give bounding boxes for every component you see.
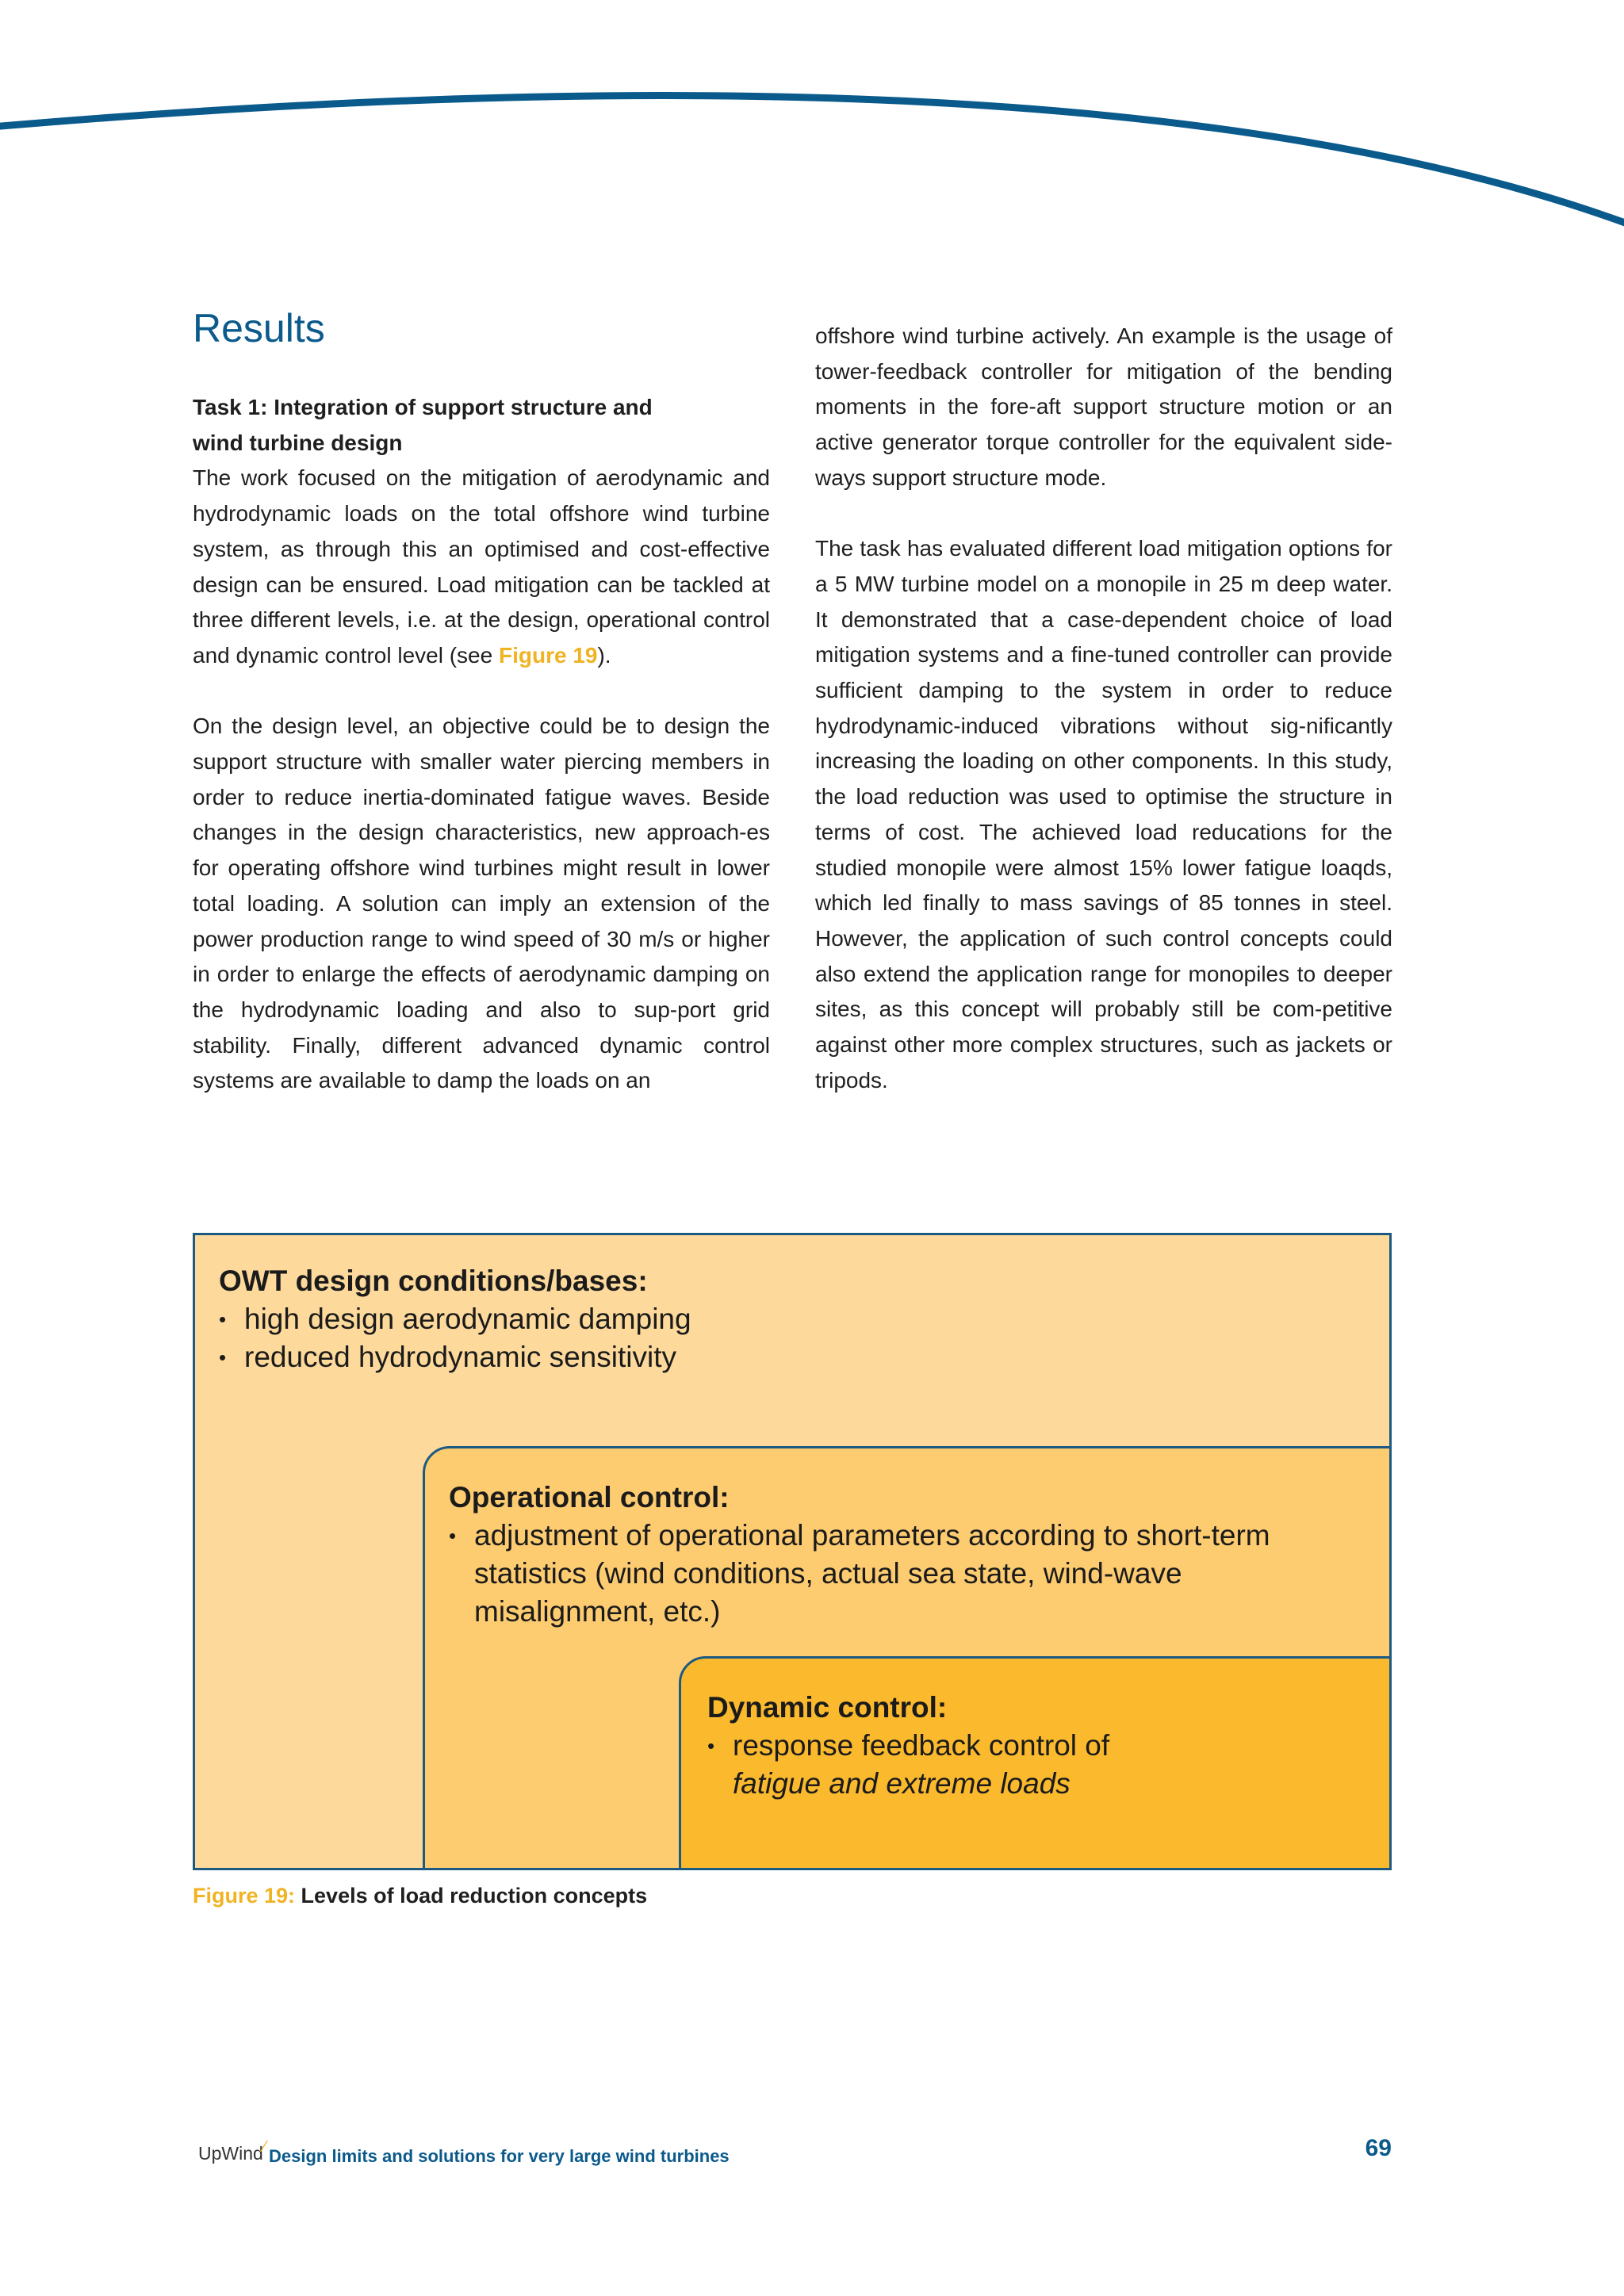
upwind-logo: UpWind⁄ [198, 2138, 266, 2164]
right-column [815, 319, 1392, 1098]
logo-tick-icon: ⁄ [262, 2138, 266, 2156]
figure-caption [193, 1884, 647, 1908]
dynamic-control-text [707, 1689, 1109, 1803]
section-title: Results [193, 306, 325, 350]
load-reduction-diagram [193, 1233, 1392, 1870]
footer-title: Design limits and solutions for very large wind turbines [269, 2146, 730, 2166]
dynamic-control-box [679, 1656, 1392, 1870]
left-paragraph-2: On the design level, an objective could be to design the support structure with smaller water piercing members in order to reduce inertia-dominated fatigue waves. Beside changes in the design characteristics, new approach-es for operating offshore wind turbines might result in lower total loading. A solution can imply an extension of the power production range to wind speed of 30 m/s or higher in order to enlarge the effects of aerodynamic damping on the hydrodynamic loading and also to sup-port grid stability. Finally, different advanced dynamic control systems are available to damp the loads on an [193, 714, 770, 1093]
operational-control-title: Operational control: [449, 1481, 730, 1513]
design-conditions-box-text [219, 1262, 691, 1376]
operational-control-box [423, 1446, 1392, 1870]
design-conditions-title: OWT design conditions/bases: [219, 1265, 648, 1297]
left-column [193, 390, 770, 1099]
figure-caption-label: Figure 19: [193, 1884, 296, 1908]
figure-19-link[interactable]: Figure 19 [498, 642, 598, 668]
dynamic-bullet: • response feedback control of [707, 1727, 1109, 1765]
figure-caption-text: Levels of load reduction concepts [301, 1884, 648, 1908]
right-paragraph-1: offshore wind turbine actively. An example is the usage of tower-feedback controller for mitigation of the bending moments in the fore-aft support structure motion or an active generator torque controller for the equivalent side-ways support structure mode. [815, 323, 1392, 490]
right-paragraph-2: The task has evaluated different load mitigation options for a 5 MW turbine model on a monopile in 25 m deep water. It demonstrated that a case-dependent choice of load mitigation systems and a fine-tuned controller can provide sufficient damping to the system in order to reduce hydrodynamic-induced vibrations without sig-nificantly increasing the loading on other components. In this study, the load reduction was used to optimise the structure in terms of cost. The achieved load reducations for the studied monopile were almost 15% lower fatigue loaqds, which led finally to mass savings of 85 tonnes in steel. However, the application of such control concepts could also extend the application range for monopiles to deeper sites, as this concept will probably still be com-petitive against other more complex structures, such as jackets or tripods. [815, 536, 1392, 1093]
design-bullet-2: • reduced hydrodynamic sensitivity [219, 1338, 691, 1376]
page-number: 69 [1365, 2135, 1392, 2161]
design-bullet-1: • high design aerodynamic damping [219, 1300, 691, 1338]
operational-bullet: • adjustment of operational parameters according to short-term statistics (wind conditions, actual sea state, wind-wave misalignment, etc.) [449, 1517, 1270, 1631]
operational-control-text [449, 1479, 1270, 1631]
task-subheading: Task 1: Integration of support structure and wind turbine design [193, 395, 653, 455]
left-paragraph-1: The work focused on the mitigation of aerodynamic and hydrodynamic loads on the total offshore wind turbine system, as through this an optimised and cost-effective design can be ensured. Load mitigation can be tackled at three different levels, i.e. at the design, operational control and dynamic control level (see Figure 19). [193, 465, 770, 668]
header-arc-decoration [0, 0, 1624, 254]
dynamic-bullet-continuation: fatigue and extreme loads [733, 1767, 1071, 1800]
dynamic-control-title: Dynamic control: [707, 1691, 948, 1724]
